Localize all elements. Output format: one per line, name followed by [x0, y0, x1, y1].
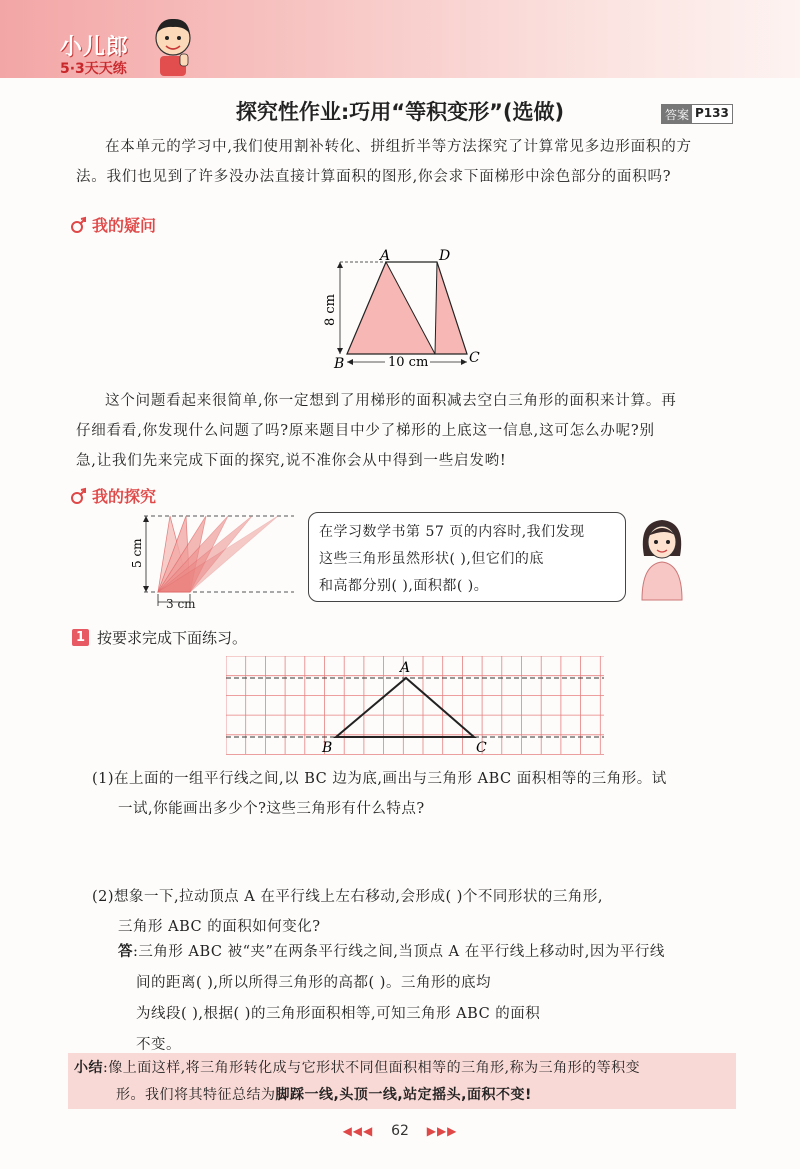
bubble-line-2: 这些三角形虽然形状( ),但它们的底 — [319, 551, 544, 567]
trapezoid-figure — [320, 244, 490, 374]
page-title: 探究性作业:巧用“等积变形”(选做) — [235, 100, 565, 124]
brand-subtitle: 5·3天天练 — [60, 61, 127, 77]
triangle-abc — [336, 678, 474, 737]
bubble-line-1: 在学习数学书第 57 页的内容时,我们发现 — [319, 524, 585, 540]
summary-label: 小结 — [74, 1060, 103, 1076]
problem-paragraph — [76, 386, 736, 476]
grid-figure — [226, 656, 606, 760]
sub1-line-1: (1)在上面的一组平行线之间,以 BC 边为底,画出与三角形 ABC 面积相等的三角形。试 — [92, 771, 667, 787]
bubble-line-3: 和高都分别( ),面积都( )。 — [319, 578, 489, 594]
summary-line-1: :像上面这样,将三角形转化成与它形状不同但面积相等的三角形,称为三角形的等积变 — [103, 1060, 641, 1076]
mascot-boy-icon — [150, 14, 196, 78]
sub2-line-2: 三角形 ABC 的面积如何变化? — [118, 919, 321, 935]
intro-line-1: 在本单元的学习中,我们使用割补转化、拼组折半等方法探究了计算常见多边形面积的方 — [105, 139, 692, 155]
label-c: C — [469, 350, 480, 366]
section-title: 我的探究 — [92, 487, 157, 506]
problem-line-1: 这个问题看起来很简单,你一定想到了用梯形的面积减去空白三角形的面积来计算。再 — [105, 393, 677, 409]
label-c: C — [476, 740, 487, 756]
base-label: 10 cm — [388, 355, 429, 370]
question-number: 1 — [72, 629, 89, 646]
height-label: 8 cm — [323, 293, 338, 326]
intro-line-2: 法。我们也见到了许多没办法直接计算面积的图形,你会求下面梯形中涂色部分的面积吗? — [76, 169, 672, 185]
section-my-exploration — [70, 484, 156, 507]
triangles-figure — [128, 510, 298, 615]
answer-line-3: 为线段( ),根据( )的三角形面积相等,可知三角形 ABC 的面积 — [136, 1006, 541, 1022]
label-b: B — [322, 740, 333, 756]
summary-keyphrase: 脚踩一线,头顶一线,站定摇头,面积不变! — [275, 1087, 532, 1103]
sub2-line-1: (2)想象一下,拉动顶点 A 在平行线上左右移动,会形成( )个不同形状的三角形, — [92, 889, 603, 905]
girl-student-icon — [636, 512, 688, 602]
answer-block — [118, 937, 738, 1061]
problem-line-3: 急,让我们先来完成下面的探究,说不准你会从中得到一些启发哟! — [76, 453, 507, 469]
section-my-question — [70, 213, 156, 236]
answer-line-2: 间的距离( ),所以所得三角形的高都( )。三角形的底均 — [136, 975, 491, 991]
answer-page: P133 — [692, 105, 732, 123]
answer-reference — [661, 104, 733, 124]
right-arrows-icon: ▶▶▶ — [426, 1124, 458, 1138]
height-label: 5 cm — [130, 538, 144, 568]
answer-label: 答案 — [662, 105, 692, 123]
summary-box — [68, 1053, 736, 1109]
label-b: B — [334, 356, 345, 372]
label-a: A — [380, 248, 391, 264]
answer-line-1: :三角形 ABC 被“夹”在两条平行线之间,当顶点 A 在平行线上移动时,因为平行线 — [133, 944, 665, 960]
problem-line-2: 仔细看看,你发现什么问题了吗?原来题目中少了梯形的上底这一信息,这可怎么办呢?别 — [76, 423, 655, 439]
question-text: 按要求完成下面练习。 — [97, 629, 248, 647]
page-footer — [0, 1123, 800, 1139]
speech-bubble — [308, 512, 626, 602]
sub1-line-2: 一试,你能画出多少个?这些三角形有什么特点? — [118, 801, 425, 817]
summary-line-2: 形。我们将其特征总结为 — [116, 1087, 276, 1103]
section-title: 我的疑问 — [92, 216, 157, 235]
left-arrows-icon: ◀◀◀ — [342, 1124, 374, 1138]
base-label: 3 cm — [166, 597, 196, 611]
brand-logo: 小儿郎 — [60, 35, 130, 60]
page-number: 62 — [391, 1123, 409, 1139]
label-a: A — [400, 660, 411, 676]
sub-question-1 — [92, 764, 742, 824]
label-d: D — [439, 248, 451, 264]
shaded-triangle-left — [347, 262, 435, 354]
answer-line-4: 不变。 — [136, 1037, 181, 1053]
note-icon — [70, 216, 88, 234]
note-icon — [70, 487, 88, 505]
question-1 — [72, 627, 247, 648]
grid-lines — [226, 656, 604, 755]
sub-question-2 — [92, 882, 742, 942]
answer-label: 答 — [118, 944, 133, 960]
intro-paragraph — [76, 132, 736, 192]
